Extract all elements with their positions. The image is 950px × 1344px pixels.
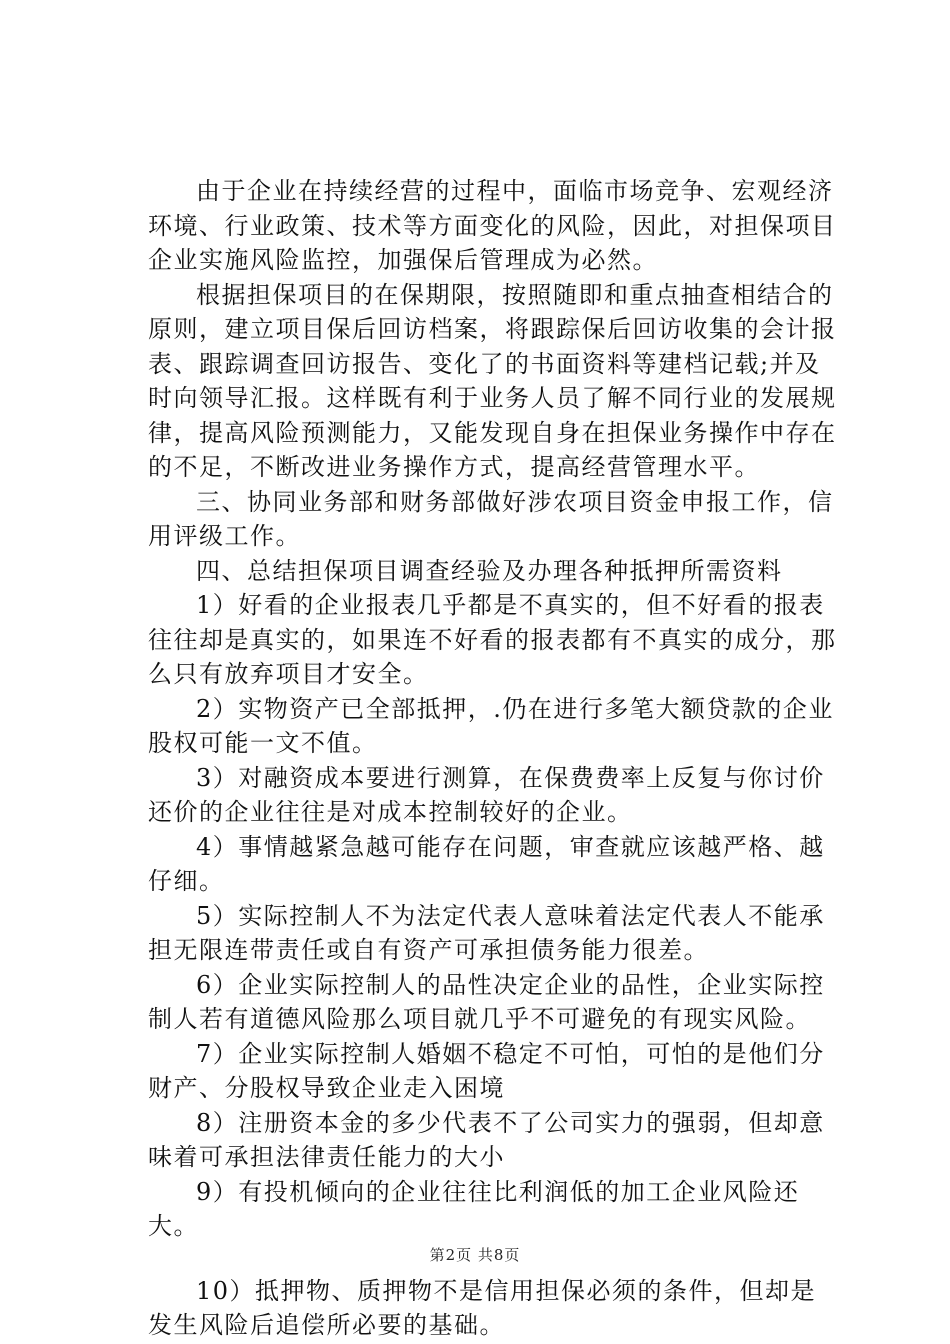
paragraph-section-three: 三、协同业务部和财务部做好涉农项目资金申报工作，信用评级工作。 [148, 487, 834, 550]
list-item-5: 5）实际控制人不为法定代表人意味着法定代表人不能承担无限连带责任或自有资产可承担债务能力很差。 [148, 901, 825, 964]
paragraph-post-guarantee-visits: 根据担保项目的在保期限，按照随即和重点抽查相结合的原则，建立项目保后回访档案，将跟踪保后回访收集的会计报表、跟踪调查回访报告、变化了的书面资料等建档记载;并及时向领导汇报。这样既有利于业务人员了解不同行业的发展规律，提高风险预测能力，又能发现自身在担保业务操作中存在的不足，不断改进业务操作方式，提高经营管理水平。 [148, 280, 837, 481]
page-footer: 第2页 共8页 [429, 1246, 521, 1264]
list-item-1: 1）好看的企业报表几乎都是不真实的，但不好看的报表往往却是真实的，如果连不好看的报表都有不真实的成分，那么只有放弃项目才安全。 [148, 591, 837, 688]
list-item-6: 6）企业实际控制人的品性决定企业的品性，企业实际控制人若有道德风险那么项目就几乎不可避免的有现实风险。 [148, 970, 825, 1033]
paragraph-section-four-heading: 四、总结担保项目调查经验及办理各种抵押所需资料 [196, 556, 783, 585]
list-item-8: 8）注册资本金的多少代表不了公司实力的强弱，但却意味着可承担法律责任能力的大小 [148, 1108, 825, 1171]
list-item-3: 3）对融资成本要进行测算，在保费费率上反复与你讨价还价的企业往往是对成本控制较好的企业。 [148, 763, 825, 826]
list-item-7: 7）企业实际控制人婚姻不稳定不可怕，可怕的是他们分财产、分股权导致企业走入困境 [148, 1039, 825, 1102]
list-item-9: 9）有投机倾向的企业往往比利润低的加工企业风险还大。 [148, 1177, 800, 1240]
list-item-4: 4）事情越紧急越可能存在问题，审查就应该越严格、越仔细。 [148, 832, 825, 895]
list-item-10: 10）抵押物、质押物不是信用担保必须的条件，但却是发生风险后追偿所必要的基础。 [148, 1276, 817, 1339]
paragraph-risk-monitoring: 由于企业在持续经营的过程中，面临市场竞争、宏观经济环境、行业政策、技术等方面变化的风险，因此，对担保项目企业实施风险监控，加强保后管理成为必然。 [148, 177, 837, 274]
document-body [148, 174, 838, 1343]
list-item-2: 2）实物资产已全部抵押，.仍在进行多笔大额贷款的企业股权可能一文不值。 [148, 694, 834, 757]
